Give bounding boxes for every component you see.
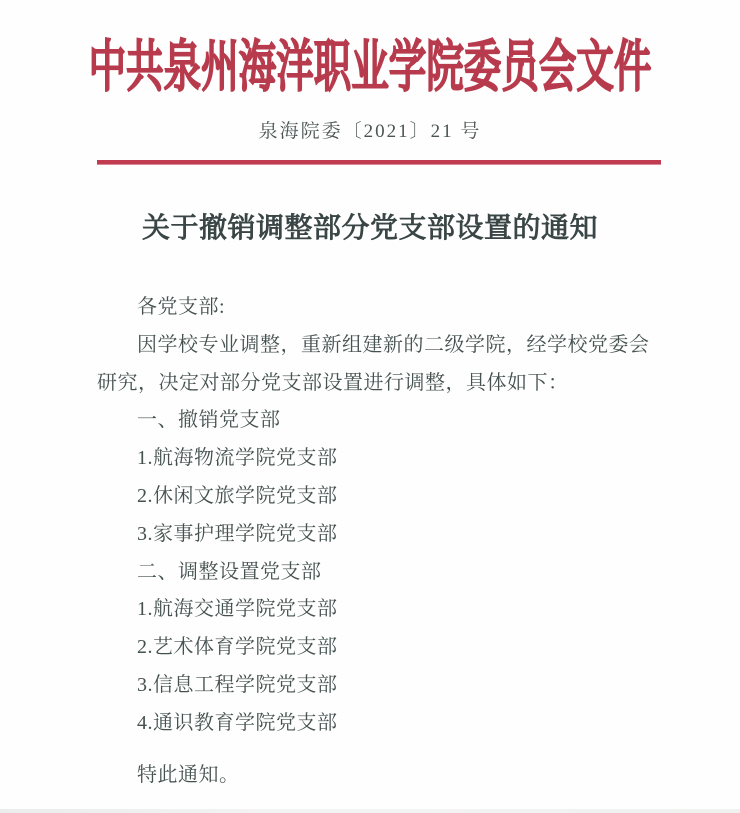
document-body [97, 289, 657, 794]
document-number: 泉海院委〔2021〕21 号 [258, 121, 482, 142]
section-2-heading: 二、调整设置党支部 [137, 560, 322, 583]
section-2-item: 3.信息工程学院党支部 [137, 673, 338, 696]
notice-title: 关于撤销调整部分党支部设置的通知 [141, 213, 598, 244]
section-1-heading: 一、撤销党支部 [137, 409, 281, 432]
salutation: 各党支部: [137, 296, 226, 318]
red-divider-rule [97, 160, 661, 165]
closing-line: 特此通知。 [137, 763, 240, 786]
letterhead-org-title: 中共泉州海洋职业学院委员会文件 [88, 37, 652, 99]
section-1-item: 1.航海物流学院党支部 [137, 447, 338, 470]
section-2-item: 4.通识教育学院党支部 [137, 711, 338, 734]
section-2-item: 1.航海交通学院党支部 [137, 598, 338, 621]
intro-paragraph: 因学校专业调整，重新组建新的二级学院，经学校党委会研究，决定对部分党支部设置进行调整，具体如下： [97, 333, 650, 394]
section-1-item: 3.家事护理学院党支部 [137, 522, 338, 545]
scan-bottom-edge-artifact [0, 809, 740, 813]
letterhead [0, 38, 740, 98]
section-1-item: 2.休闲文旅学院党支部 [137, 484, 338, 507]
section-2-item: 2.艺术体育学院党支部 [137, 636, 338, 659]
